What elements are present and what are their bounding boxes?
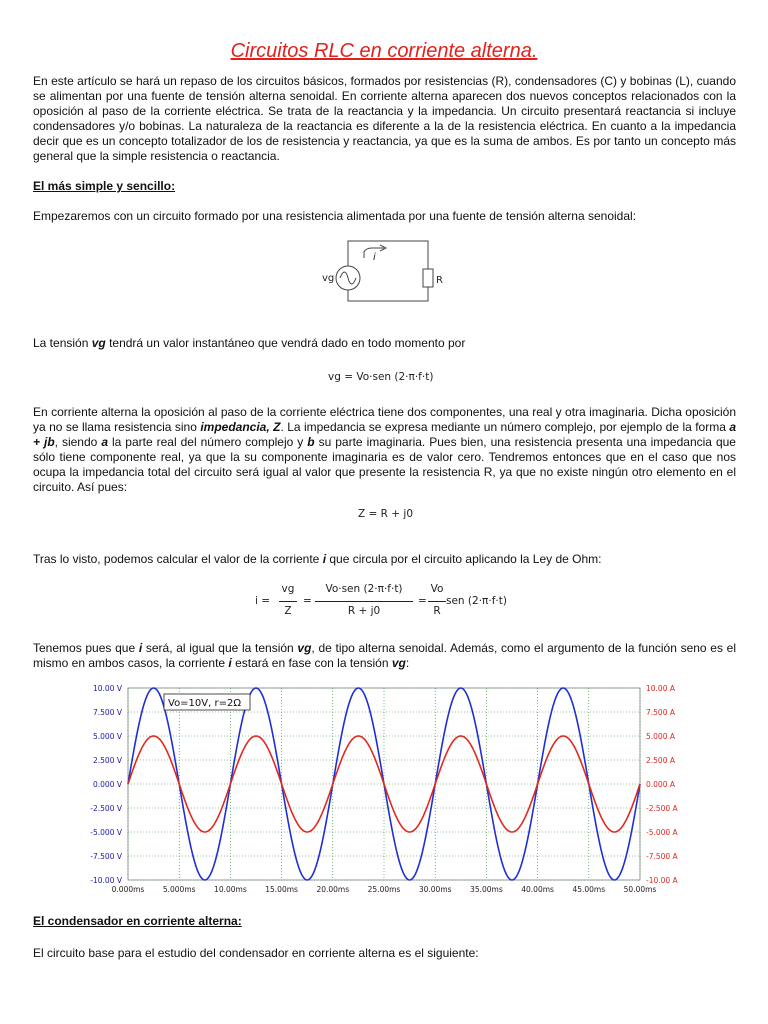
paragraph-circuit-intro: Empezaremos con un circuito formado por una resistencia alimentada por una fuente de tensión alterna senoidal: — [33, 209, 637, 223]
y-left-tick-label: 5.000 V — [93, 732, 122, 741]
voltage-current-chart — [60, 680, 700, 896]
paragraph-ohm: Tras lo visto, podemos calcular el valor de la corriente i que circula por el circuito aplicando la Ley de Ohm: — [33, 552, 602, 566]
x-tick-label: 20.00ms — [316, 885, 350, 894]
x-tick-label: 25.00ms — [367, 885, 401, 894]
paragraph-capacitor-intro: El circuito base para el estudio del condensador en corriente alterna es el siguiente: — [33, 946, 479, 960]
paragraph-impedance: En corriente alterna la oposición al paso de la corriente eléctrica tiene dos componentes, una real y otra imaginaria. Dicha oposición ya no se llama resistencia sino impedancia, Z. La impedancia se expresa mediante un número complejo, por ejemplo de la forma a + jb, siendo a la parte real del número complejo y b su parte imaginaria. Pues bien, una resistencia presenta una impedancia que sólo tiene componente real, ya que la su componente imaginaria es de valor cero. Tendremos entonces que en el caso que nos ocupa la impedancia total del circuito será igual al valor que presente la resistencia R, ya que no existe ningún otro elemento en el circuito. Así pues: — [33, 405, 736, 494]
y-right-tick-label: 10.00 A — [646, 684, 675, 693]
y-left-tick-label: 0.000 V — [93, 780, 122, 789]
circuit-source-label: vg — [322, 273, 335, 284]
resistor-circuit-diagram — [300, 236, 470, 316]
x-tick-label: 50.00ms — [623, 885, 657, 894]
paragraph-in-phase: Tenemos pues que i será, al igual que la tensión vg, de tipo alterna senoidal. Además, como el argumento de la función seno es el mismo en ambos casos, la corriente i estará en fase con la tensión vg: — [33, 641, 736, 670]
y-right-tick-label: 5.000 A — [646, 732, 675, 741]
y-left-tick-label: 2.500 V — [93, 756, 122, 765]
x-tick-label: 5.000ms — [162, 885, 196, 894]
section-heading-capacitor: El condensador en corriente alterna: — [33, 914, 242, 928]
x-tick-label: 0.000ms — [111, 885, 145, 894]
y-left-tick-label: -10.00 V — [90, 876, 122, 885]
circuit-resistor-label: R — [436, 275, 443, 286]
y-right-tick-label: -7.500 A — [646, 852, 678, 861]
circuit-current-label: i — [373, 252, 376, 263]
section-heading-simple: El más simple y sencillo: — [33, 179, 176, 193]
equation-impedance: Z = R + j0 — [358, 508, 414, 520]
equation-vg: vg = Vo·sen (2·π·f·t) — [328, 371, 434, 383]
paragraph-voltage: La tensión vg tendrá un valor instantáneo que vendrá dado en todo momento por — [33, 336, 466, 350]
equation-current: i = vg Z = Vo·sen (2·π·f·t) R + j0 = Vo R sen (2·π·f·t) — [255, 583, 507, 617]
x-tick-label: 35.00ms — [470, 885, 503, 894]
y-right-tick-label: 7.500 A — [646, 708, 675, 717]
chart-x-ticks — [112, 885, 657, 894]
x-tick-label: 30.00ms — [418, 885, 452, 894]
x-tick-label: 45.00ms — [572, 885, 606, 894]
y-right-tick-label: -2.500 A — [646, 804, 678, 813]
chart-y-left-ticks — [90, 684, 123, 885]
y-left-tick-label: 7.500 V — [93, 708, 122, 717]
resistor-icon — [423, 269, 433, 287]
y-left-tick-label: -7.500 V — [90, 852, 122, 861]
x-tick-label: 10.00ms — [214, 885, 247, 894]
y-left-tick-label: 10.00 V — [93, 684, 122, 693]
y-left-tick-label: -5.000 V — [90, 828, 122, 837]
y-right-tick-label: -10.00 A — [646, 876, 678, 885]
circuit-wire — [348, 241, 428, 301]
y-left-tick-label: -2.500 V — [90, 804, 122, 813]
x-tick-label: 15.00ms — [265, 885, 298, 894]
chart-annotation: Vo=10V, r=2Ω — [168, 698, 241, 709]
y-right-tick-label: -5.000 A — [646, 828, 678, 837]
x-tick-label: 40.00ms — [521, 885, 554, 894]
page-title: Circuitos RLC en corriente alterna. — [230, 40, 538, 62]
y-right-tick-label: 0.000 A — [646, 780, 675, 789]
y-right-tick-label: 2.500 A — [646, 756, 675, 765]
intro-paragraph: En este artículo se hará un repaso de los circuitos básicos, formados por resistencias (R), condensadores (C) y bobinas (L), cuando se alimentan por una fuente de tensión alterna senoidal. En corriente alterna aparecen dos nuevos conceptos relacionados con la oposición al paso de la corriente eléctrica. Se trata de la reactancia y la impedancia. Un circuito presentará reactancia si incluye condensadores y/o bobinas. La naturaleza de la reactancia es diferente a la de la resistencia eléctrica. En cuanto a la impedancia decir que es un concepto totalizador de los de resistencia y reactancia, ya que es la suma de ambos. Es por tanto un concepto más general que la simple resistencia o reactancia. — [33, 74, 736, 163]
chart-y-right-ticks — [646, 684, 679, 885]
